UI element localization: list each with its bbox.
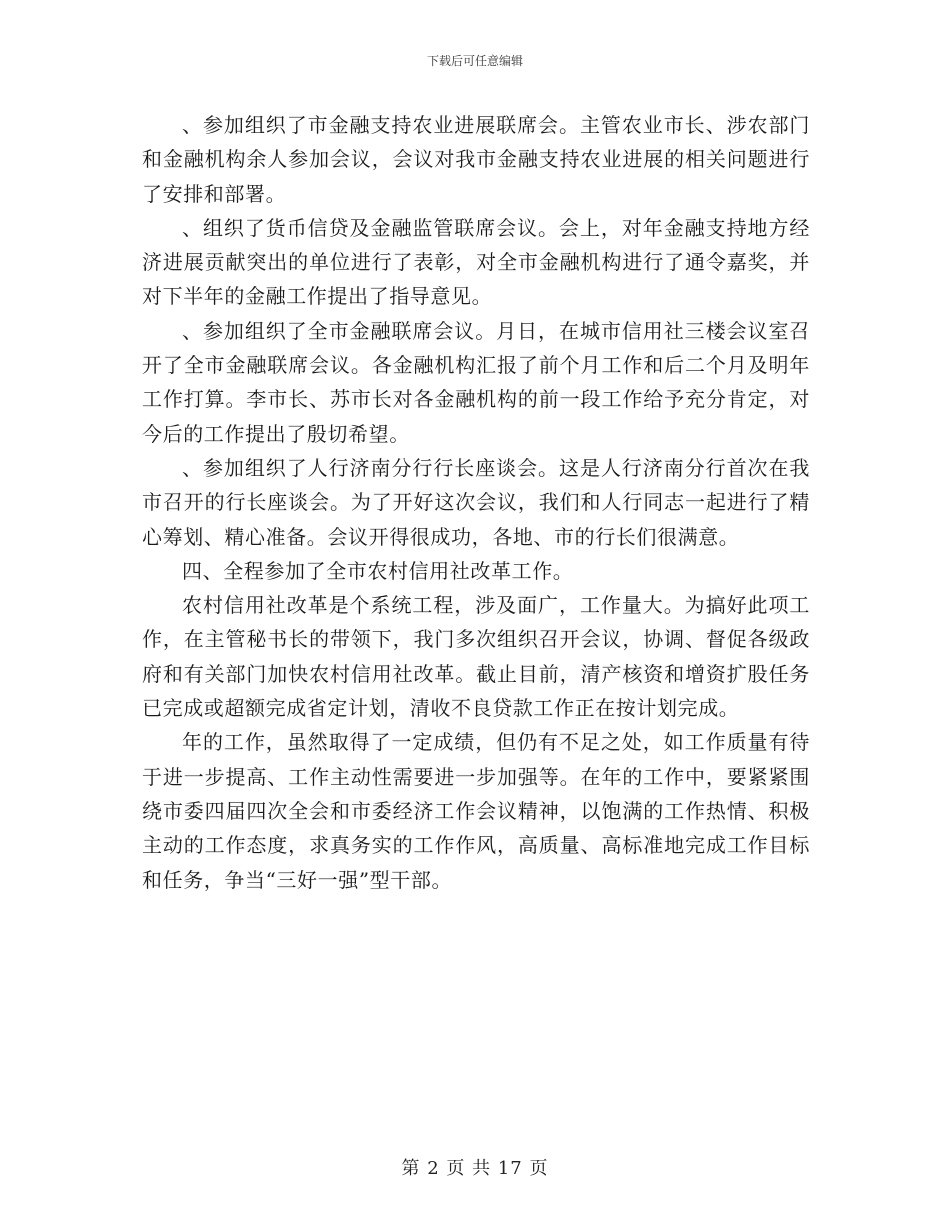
paragraph-1: 、参加组织了市金融支持农业进展联席会。主管农业市长、涉农部门和金融机构余人参加会议，会议对我市金融支持农业进展的相关问题进行了安排和部署。 — [142, 113, 810, 206]
page-header: 下载后可任意编辑 — [426, 54, 523, 68]
paragraph-3: 、参加组织了全市金融联席会议。月日，在城市信用社三楼会议室召开了全市金融联席会议。各金融机构汇报了前个月工作和后二个月及明年工作打算。李市长、苏市长对各金融机构的前一段工作给予充分肯定，对今后的工作提出了殷切希望。 — [142, 318, 810, 446]
paragraph-6: 年的工作，虽然取得了一定成绩，但仍有不足之处，如工作质量有待于进一步提高、工作主动性需要进一步加强等。在年的工作中，要紧紧围绕市委四届四次全会和市委经济工作会议精神，以饱满的工作热情、积极主动的工作态度，求真务实的工作作风，高质量、高标准地完成工作目标和任务，争当“三好一强”型干部。 — [142, 730, 810, 892]
paragraph-5: 农村信用社改革是个系统工程，涉及面广，工作量大。为搞好此项工作，在主管秘书长的带领下，我门多次组织召开会议，协调、督促各级政府和有关部门加快农村信用社改革。截止目前，清产核资和增资扩股任务已完成或超额完成省定计划，清收不良贷款工作正在按计划完成。 — [142, 593, 810, 721]
section-heading: 四、全程参加了全市农村信用社改革工作。 — [182, 558, 574, 583]
document-body — [142, 108, 810, 897]
paragraph-2: 、组织了货币信贷及金融监管联席会议。会上，对年金融支持地方经济进展贡献突出的单位进行了表彰，对全市金融机构进行了通令嘉奖，并对下半年的金融工作提出了指导意见。 — [142, 215, 810, 309]
paragraph-4: 、参加组织了人行济南分行行长座谈会。这是人行济南分行首次在我市召开的行长座谈会。为了开好这次会议，我们和人行同志一起进行了精心筹划、精心准备。会议开得很成功，各地、市的行长们很满意。 — [142, 455, 810, 549]
page-number: 第 2 页 共 17 页 — [401, 1158, 549, 1179]
